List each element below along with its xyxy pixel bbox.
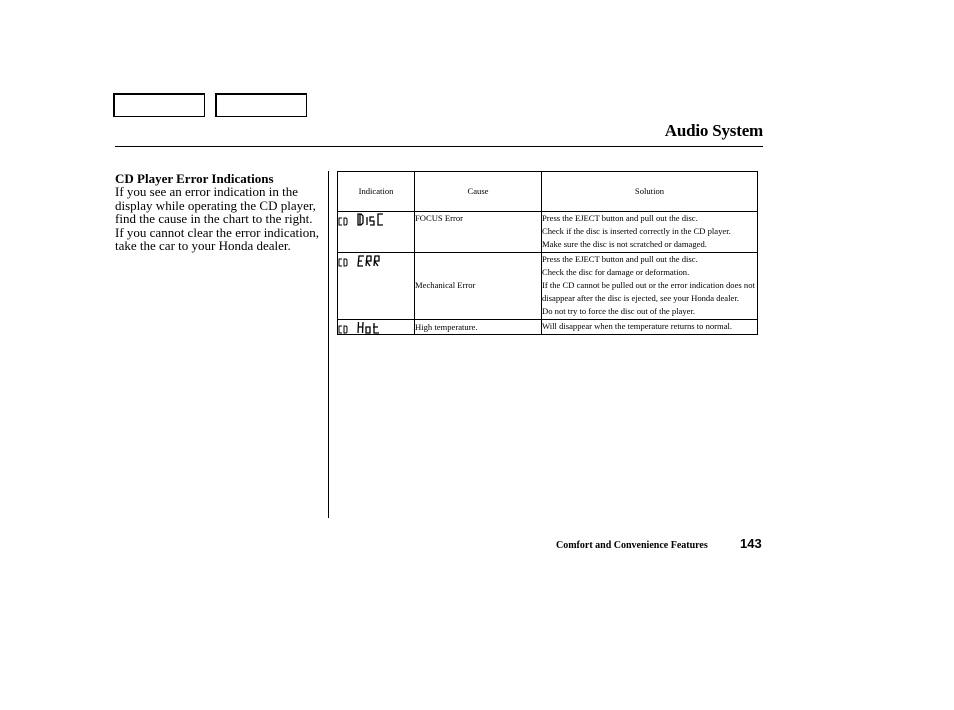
solution-line: Press the EJECT button and pull out the disc.: [542, 253, 698, 264]
solution-cell: [542, 252, 758, 319]
lcd-cd-icon: [338, 258, 348, 267]
table-row: [338, 252, 758, 319]
cause-cell: Mechanical Error: [415, 252, 542, 319]
solution-cell: [542, 212, 758, 253]
column-divider: [328, 171, 329, 518]
lcd-display-err: [338, 253, 414, 267]
solution-line: If the CD cannot be pulled out or the error indication does not disappear after the disc is ejected, see your Honda dealer.: [542, 280, 755, 304]
footer-section-name: Comfort and Convenience Features: [556, 540, 708, 551]
column-header-indication: Indication: [338, 172, 415, 212]
column-header-solution: Solution: [542, 172, 758, 212]
cause-cell: High temperature.: [415, 319, 542, 334]
lcd-display-disc: [338, 212, 414, 226]
solution-line: Will disappear when the temperature returns to normal.: [542, 320, 733, 331]
table-header-row: [338, 172, 758, 212]
error-indications-table: [337, 171, 758, 335]
lcd-cd-icon: [338, 217, 348, 226]
page-number: 143: [740, 536, 762, 551]
solution-line: Check the disc for damage or deformation.: [542, 266, 690, 277]
lcd-disc-code: [357, 213, 385, 226]
nav-button-right[interactable]: [215, 93, 307, 117]
solution-line: Check if the disc is inserted correctly in the CD player.: [542, 226, 731, 237]
section-body: If you see an error indication in the display while operating the CD player, find the cause in the chart to the right. If you cannot clear the error indication, take the car to your Honda dealer.: [115, 184, 319, 253]
indication-cell: [338, 252, 415, 319]
lcd-err-code: [357, 254, 381, 267]
solution-line: Press the EJECT button and pull out the disc.: [542, 213, 698, 223]
solution-cell: [542, 319, 758, 334]
page-title: Audio System: [664, 121, 763, 140]
lcd-cd-icon: [338, 325, 348, 334]
column-header-cause: Cause: [415, 172, 542, 212]
cause-cell: FOCUS Error: [415, 212, 542, 253]
section-heading: CD Player Error Indications: [115, 171, 274, 186]
indication-cell: [338, 212, 415, 253]
table-row: [338, 319, 758, 334]
solution-line: Make sure the disc is not scratched or damaged.: [542, 239, 707, 250]
lcd-display-hot: [338, 320, 414, 334]
table-row: [338, 212, 758, 253]
nav-button-left[interactable]: [113, 93, 205, 117]
solution-line: Do not try to force the disc out of the player.: [542, 306, 695, 317]
title-divider: [115, 146, 763, 147]
indication-cell: [338, 319, 415, 334]
lcd-hot-code: [357, 321, 381, 334]
